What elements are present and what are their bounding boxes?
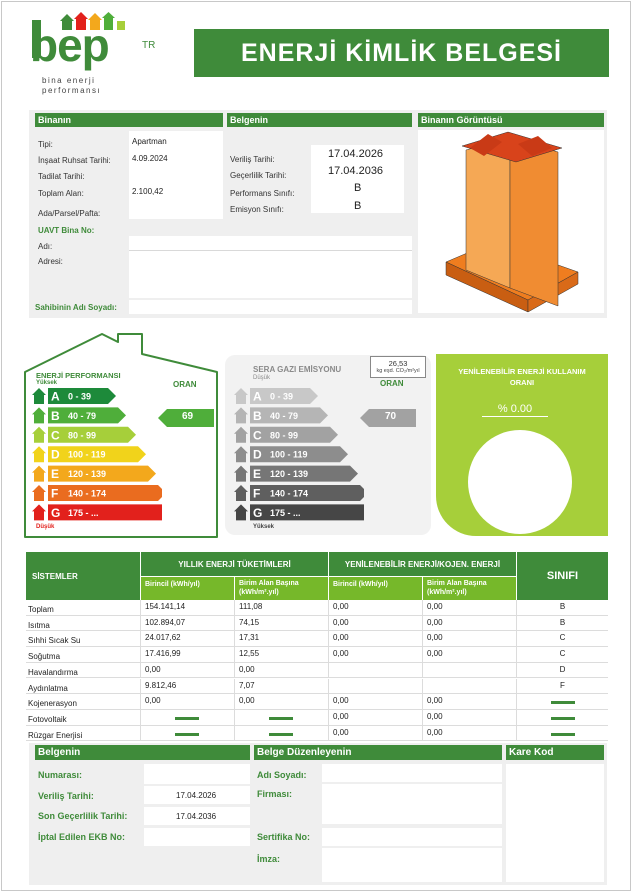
table-cell-a: 0,00 (140, 663, 234, 679)
table-cell-a (140, 726, 234, 742)
energy-letter-a: A (51, 389, 60, 404)
house-icon (234, 388, 248, 404)
building-name-label: Adı: (38, 242, 53, 251)
table-cell-a: 102.894,07 (140, 616, 234, 632)
emission-range-b: 40 - 79 (270, 410, 299, 421)
bottom-cancel-label: İptal Edilen EKB No: (38, 832, 126, 842)
table-cell-cls (516, 710, 608, 726)
table-cell-name: Kojenerasyon (28, 699, 77, 709)
bottom-last-label: Son Geçerlilik Tarihi: (38, 811, 128, 821)
table-cell-c: 0,00 (328, 726, 422, 742)
house-icon (32, 407, 46, 423)
cert-performance-label: Performans Sınıfı: (230, 189, 295, 198)
systems-rows (26, 600, 608, 742)
table-cell-b: 74,15 (234, 616, 328, 632)
house-icon (32, 466, 46, 482)
issuer-name-box (322, 764, 502, 782)
table-cell-d: 0,00 (422, 710, 516, 726)
renewable-title-2: ORANI (509, 378, 535, 387)
table-cell-cls: D (516, 663, 608, 679)
energy-title (36, 371, 121, 380)
energy-class-g (32, 504, 162, 520)
energy-letter-e: E (51, 467, 60, 482)
page-title: ENERJİ KİMLİK BELGESİ (240, 38, 563, 67)
table-cell-c: 0,00 (328, 647, 422, 663)
col-renew (328, 552, 516, 576)
energy-oran-label: ORAN (173, 380, 197, 389)
issuer-cert-box (322, 828, 502, 846)
bottom-last-value: 17.04.2036 (176, 812, 217, 821)
col-renew-label: YENİLENEBİLİR ENERJİ/KOJEN. ENERJİ (344, 559, 501, 569)
bottom-qr-header (506, 745, 604, 760)
qr-code-box (506, 764, 604, 882)
energy-value: 69 (182, 411, 194, 422)
house-icon (32, 427, 46, 443)
logo-sup: TR (142, 40, 156, 51)
emission-class-d (234, 446, 348, 462)
table-row (26, 600, 608, 616)
table-cell-name: Isıtma (28, 620, 50, 630)
certificate-header-label: Belgenin (230, 115, 269, 125)
col-class (516, 552, 608, 600)
table-row (26, 663, 608, 679)
table-row (26, 631, 608, 647)
issuer-sign-box (322, 848, 502, 882)
building-address-label: Adresi: (38, 257, 63, 266)
emission-class-f (234, 485, 364, 501)
renewable-circle (468, 430, 572, 534)
table-cell-d: 0,00 (422, 631, 516, 647)
emission-range-e: 120 - 139 (270, 469, 309, 480)
building-permit-label: İnşaat Ruhsat Tarihi: (38, 156, 111, 165)
energy-class-f (32, 485, 162, 501)
table-row (26, 726, 608, 742)
emission-class-g (234, 504, 364, 520)
certificate-page (1, 1, 631, 891)
energy-range-b: 40 - 79 (68, 410, 97, 421)
energy-top-label: Yüksek (36, 380, 58, 386)
emission-range-g: 175 - ... (270, 507, 301, 518)
table-cell-d: 0,00 (422, 694, 516, 710)
dash-mark (551, 733, 575, 736)
emission-range-d: 100 - 119 (270, 449, 308, 460)
table-cell-name: Aydınlatma (28, 683, 68, 693)
table-cell-a: 24.017,62 (140, 631, 234, 647)
energy-letter-g: G (51, 505, 61, 520)
bottom-issue-value: 17.04.2026 (176, 791, 217, 800)
table-cell-b (234, 726, 328, 742)
emission-amount: 26,53 (388, 359, 408, 368)
sub-col-2-label: Birim Alan Başına (kWh/m².yıl) (239, 580, 299, 596)
issuer-sign-label: İmza: (257, 854, 281, 864)
renewable-title-1: YENİLENEBİLİR ENERJİ KULLANIM (458, 367, 586, 376)
table-cell-cls (516, 726, 608, 742)
emission-unit: kg eşd. CO₂/m²yıl (376, 368, 420, 374)
emission-range-f: 140 - 174 (270, 488, 309, 499)
emission-letter-f: F (253, 486, 261, 501)
dash-mark (175, 717, 199, 720)
table-cell-cls (516, 694, 608, 710)
energy-class-b (32, 407, 126, 423)
emission-range-c: 80 - 99 (270, 430, 299, 441)
dash-mark (269, 717, 293, 720)
house-icon (234, 427, 248, 443)
renewable-value: % 0.00 (482, 403, 548, 417)
table-cell-c: 0,00 (328, 710, 422, 726)
table-cell-d: 0,00 (422, 616, 516, 632)
building-type-label: Tipi: (38, 140, 53, 149)
image-header-label: Binanın Görüntüsü (421, 115, 503, 125)
table-row (26, 710, 608, 726)
table-cell-c: 0,00 (328, 694, 422, 710)
sub-col-2 (234, 576, 328, 600)
energy-letter-d: D (51, 447, 60, 462)
table-cell-a: 154.141,14 (140, 600, 234, 616)
table-row (26, 647, 608, 663)
cert-number-box (144, 764, 250, 784)
col-annual-label: YILLIK ENERJİ TÜKETİMLERİ (178, 559, 291, 569)
table-cell-c (328, 679, 422, 695)
logo-text: bep (30, 19, 109, 71)
energy-class-a (32, 388, 116, 404)
cert-issue-label: Veriliş Tarihi: (230, 155, 275, 164)
table-cell-d (422, 663, 516, 679)
table-cell-a: 9.812,46 (140, 679, 234, 695)
energy-class-e (32, 466, 156, 482)
energy-range-a: 0 - 39 (68, 391, 92, 402)
table-row (26, 616, 608, 632)
table-row (26, 679, 608, 695)
table-cell-a (140, 710, 234, 726)
building-image-box (418, 130, 604, 313)
emission-amount-box (370, 356, 426, 378)
emission-class-a (234, 388, 318, 404)
systems-table (26, 552, 608, 742)
cert-valid-label: Geçerlilik Tarihi: (230, 171, 287, 180)
col-annual (140, 552, 328, 576)
cert-cancel-box (144, 828, 250, 846)
building-image (418, 130, 604, 313)
table-cell-d: 0,00 (422, 600, 516, 616)
emission-letter-g: G (253, 505, 263, 520)
table-cell-d: 0,00 (422, 726, 516, 742)
table-cell-b: 0,00 (234, 694, 328, 710)
table-cell-cls: F (516, 679, 608, 695)
col-systems (26, 552, 140, 600)
issuer-firm-box (322, 784, 502, 824)
emission-class-e (234, 466, 358, 482)
house-icon (234, 504, 248, 520)
energy-class-c (32, 427, 136, 443)
house-icon (32, 485, 46, 501)
cert-emission-value: B (354, 200, 362, 212)
emission-letter-d: D (253, 447, 262, 462)
sub-col-4 (422, 576, 516, 600)
table-cell-name: Sıhhi Sıcak Su (28, 636, 81, 646)
dash-mark (551, 717, 575, 720)
table-cell-a: 0,00 (140, 694, 234, 710)
table-cell-name: Havalandırma (28, 667, 78, 677)
certificate-header (227, 113, 412, 127)
sub-col-3-label: Birincil (kWh/yıl) (333, 581, 388, 588)
table-cell-d: 0,00 (422, 647, 516, 663)
energy-range-c: 80 - 99 (68, 430, 97, 441)
building-permit-value: 4.09.2024 (132, 154, 168, 163)
table-cell-name: Soğutma (28, 652, 61, 662)
building-address-box (129, 236, 412, 298)
emission-top-label: Düşük (253, 375, 271, 381)
bottom-issuer-header (254, 745, 502, 760)
table-cell-cls: C (516, 647, 608, 663)
building-area-label: Toplam Alan: (38, 189, 84, 198)
owner-box (129, 300, 412, 314)
title-banner (194, 29, 609, 77)
emission-bar-g (250, 504, 364, 520)
building-area-value: 2.100,42 (132, 187, 164, 196)
emission-class-b (234, 407, 328, 423)
logo-line1: bina enerji (42, 76, 96, 85)
building-header (35, 113, 223, 127)
table-cell-c: 0,00 (328, 600, 422, 616)
house-icon (32, 388, 46, 404)
energy-range-f: 140 - 174 (68, 488, 107, 499)
emission-letter-c: C (253, 428, 262, 443)
emission-class-arrows (234, 388, 364, 524)
table-cell-c (328, 663, 422, 679)
dash-mark (551, 701, 575, 704)
emission-oran-label: ORAN (380, 379, 404, 388)
emission-letter-e: E (253, 467, 262, 482)
issuer-firm-label: Firması: (257, 789, 293, 799)
building-parcel-label: Ada/Parsel/Pafta: (38, 209, 101, 218)
bottom-issue-label: Veriliş Tarihi: (38, 791, 94, 801)
cert-issue-value: 17.04.2026 (328, 148, 384, 160)
table-cell-b: 111,08 (234, 600, 328, 616)
bottom-issuer-header-label: Belge Düzenleyenin (257, 747, 352, 758)
table-cell-c: 0,00 (328, 616, 422, 632)
house-icon (234, 446, 248, 462)
energy-letter-c: C (51, 428, 60, 443)
bottom-qr-header-label: Kare Kod (509, 747, 554, 758)
sub-col-3 (328, 576, 422, 600)
emission-class-c (234, 427, 338, 443)
emission-title: SERA GAZI EMİSYONU (253, 365, 342, 374)
table-cell-a: 17.416,99 (140, 647, 234, 663)
table-cell-cls: B (516, 616, 608, 632)
table-cell-name: Rüzgar Enerjisi (28, 730, 83, 740)
table-cell-cls: C (516, 631, 608, 647)
building-uavt-label: UAVT Bina No: (38, 226, 95, 235)
emission-value: 70 (385, 411, 397, 422)
table-cell-b: 17,31 (234, 631, 328, 647)
sub-col-1-label: Birincil (kWh/yıl) (145, 581, 200, 588)
building-type-value: Apartman (132, 137, 167, 146)
energy-bar-g (48, 504, 162, 520)
table-cell-c: 0,00 (328, 631, 422, 647)
col-systems-label: SİSTEMLER (32, 571, 78, 581)
issuer-name-label: Adı Soyadı: (257, 770, 307, 780)
bottom-cert-header (35, 745, 250, 760)
table-cell-b: 7,07 (234, 679, 328, 695)
emission-letter-a: A (253, 389, 262, 404)
energy-letter-b: B (51, 408, 60, 423)
energy-range-d: 100 - 119 (68, 449, 106, 460)
image-header (418, 113, 604, 127)
table-cell-name: Toplam (28, 605, 54, 614)
energy-bottom-label: Düşük (36, 524, 55, 530)
emission-range-a: 0 - 39 (270, 391, 294, 402)
issuer-cert-label: Sertifika No: (257, 832, 311, 842)
sub-col-1 (140, 576, 234, 600)
house-icon (32, 446, 46, 462)
house-icon (32, 504, 46, 520)
building-renovation-label: Tadilat Tarihi: (38, 172, 85, 181)
energy-class-d (32, 446, 146, 462)
table-cell-name: Fotovoltaik (28, 714, 67, 724)
building-header-label: Binanın (38, 115, 71, 125)
cert-valid-value: 17.04.2036 (328, 165, 384, 177)
table-row (26, 694, 608, 710)
col-class-label: SINIFI (546, 570, 579, 582)
energy-range-g: 175 - ... (68, 507, 99, 518)
dash-mark (269, 733, 293, 736)
owner-label: Sahibinin Adı Soyadı: (35, 303, 117, 312)
energy-letter-f: F (51, 486, 59, 501)
bottom-cert-header-label: Belgenin (38, 747, 81, 758)
bottom-number-label: Numarası: (38, 770, 83, 780)
energy-class-arrows (32, 388, 162, 524)
house-icon (234, 407, 248, 423)
table-cell-b: 0,00 (234, 663, 328, 679)
table-cell-b (234, 710, 328, 726)
logo-line2: performansı (42, 86, 102, 95)
renewable-title (438, 366, 606, 388)
table-cell-d (422, 679, 516, 695)
house-icon (234, 466, 248, 482)
cert-performance-value: B (354, 182, 362, 194)
emission-letter-b: B (253, 408, 262, 423)
energy-range-e: 120 - 139 (68, 469, 107, 480)
cert-emission-label: Emisyon Sınıfı: (230, 205, 284, 214)
divider (129, 250, 412, 251)
table-cell-cls: B (516, 600, 608, 616)
energy-title-text: ENERJİ PERFORMANSI (36, 371, 121, 380)
dash-mark (175, 733, 199, 736)
house-icon (234, 485, 248, 501)
emission-bottom-label: Yüksek (253, 524, 275, 530)
table-cell-b: 12,55 (234, 647, 328, 663)
sub-col-4-label: Birim Alan Başına (kWh/m².yıl) (427, 580, 487, 596)
